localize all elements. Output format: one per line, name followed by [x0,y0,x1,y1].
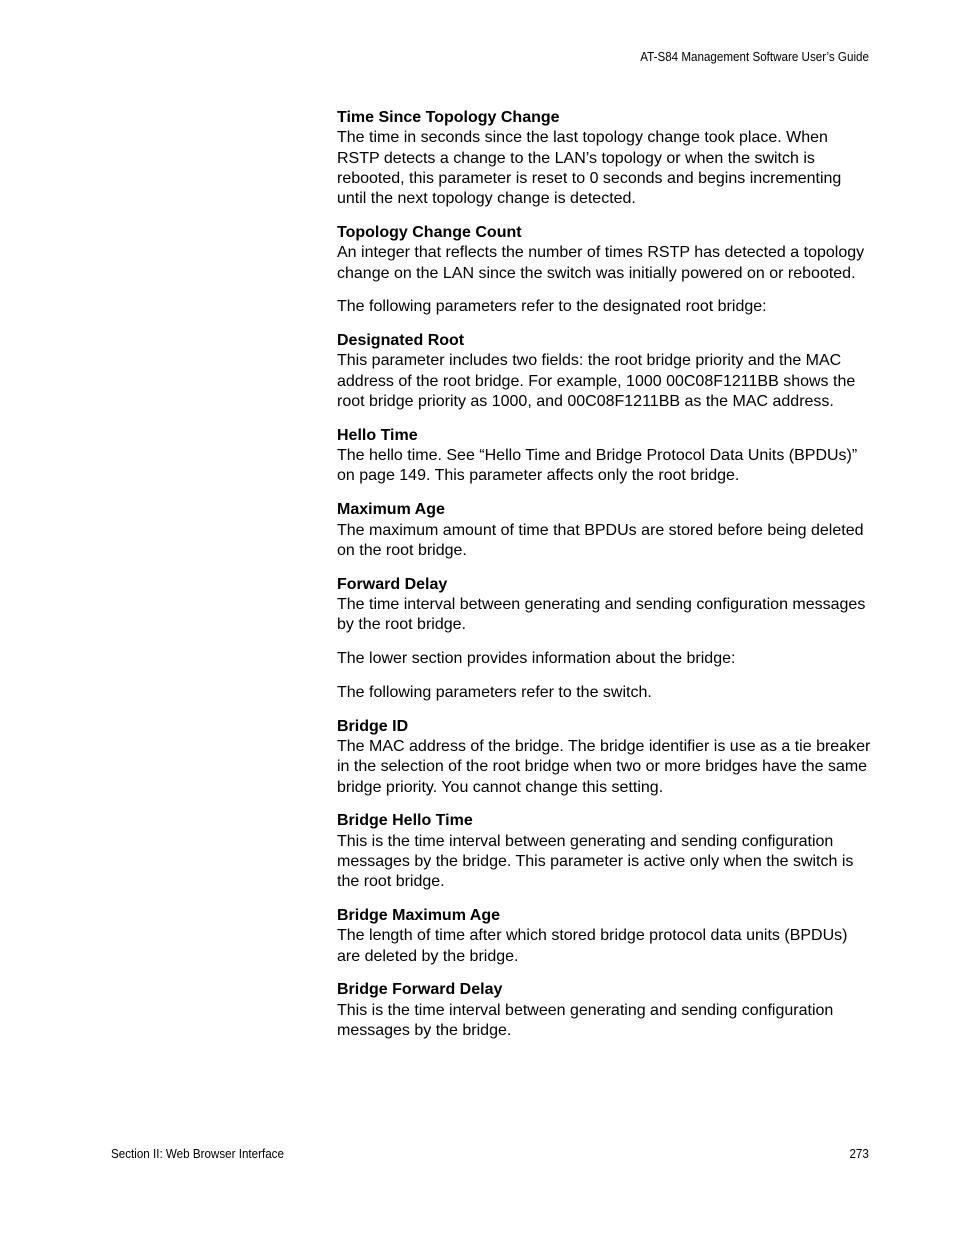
term-heading: Designated Root [337,332,465,350]
term-heading: Forward Delay [337,575,448,593]
definition-time-since-topology-change [337,108,871,209]
term-heading: Hello Time [337,426,418,444]
term-description: The hello time. See “Hello Time and Bridge Protocol Data Units (BPDUs)” on page 149. This parameter affects only the root bridge. [337,447,858,485]
term-heading: Bridge Hello Time [337,812,473,830]
term-description: This parameter includes two fields: the root bridge priority and the MAC address of the root bridge. For example, 1000 00C08F1211BB shows the root bridge priority as 1000, and 00C08F1211BB as the MAC address. [337,352,856,411]
definition-maximum-age [337,500,871,561]
term-heading: Bridge ID [337,717,409,735]
term-description: This is the time interval between generating and sending configuration messages by the bridge. This parameter is active only when the switch is the root bridge. [337,832,854,891]
definition-bridge-id [337,717,871,798]
footer-page-number: 273 [849,1147,869,1161]
intro-lower-paragraph: The lower section provides information about the bridge: [337,650,736,668]
definition-bridge-maximum-age [337,906,871,967]
definition-designated-root [337,331,871,412]
term-heading: Topology Change Count [337,223,522,241]
definition-forward-delay [337,575,871,636]
term-heading: Maximum Age [337,501,445,519]
term-description: The time interval between generating and sending configuration messages by the root bridge. [337,595,866,634]
term-description: The MAC address of the bridge. The bridge identifier is use as a tie breaker in the selection of the root bridge when two or more bridges have the same bridge priority. You cannot change this setting. [337,737,871,796]
intro-root-paragraph: The following parameters refer to the designated root bridge: [337,298,767,316]
term-description: The maximum amount of time that BPDUs are stored before being deleted on the root bridge. [337,521,864,559]
footer-section-label: Section II: Web Browser Interface [111,1147,284,1161]
term-description: This is the time interval between generating and sending configuration messages by the bridge. [337,1001,834,1039]
definition-bridge-forward-delay [337,980,871,1041]
term-heading: Time Since Topology Change [337,109,560,126]
term-heading: Bridge Forward Delay [337,981,503,999]
term-description: The time in seconds since the last topology change took place. When RSTP detects a change to the LAN’s topology or when the switch is rebooted, this parameter is reset to 0 seconds and begins incrementing until the next topology change is detected. [337,129,842,208]
term-description: The length of time after which stored bridge protocol data units (BPDUs) are deleted by the bridge. [337,927,848,965]
intro-switch-paragraph: The following parameters refer to the switch. [337,683,652,701]
definition-bridge-hello-time [337,811,871,892]
running-header: AT-S84 Management Software User’s Guide [640,50,869,64]
page-content [337,108,871,1055]
definition-hello-time [337,426,871,487]
definition-topology-change-count [337,223,871,284]
term-description: An integer that reflects the number of times RSTP has detected a topology change on the LAN since the switch was initially powered on or rebooted. [337,244,865,282]
term-heading: Bridge Maximum Age [337,907,500,924]
